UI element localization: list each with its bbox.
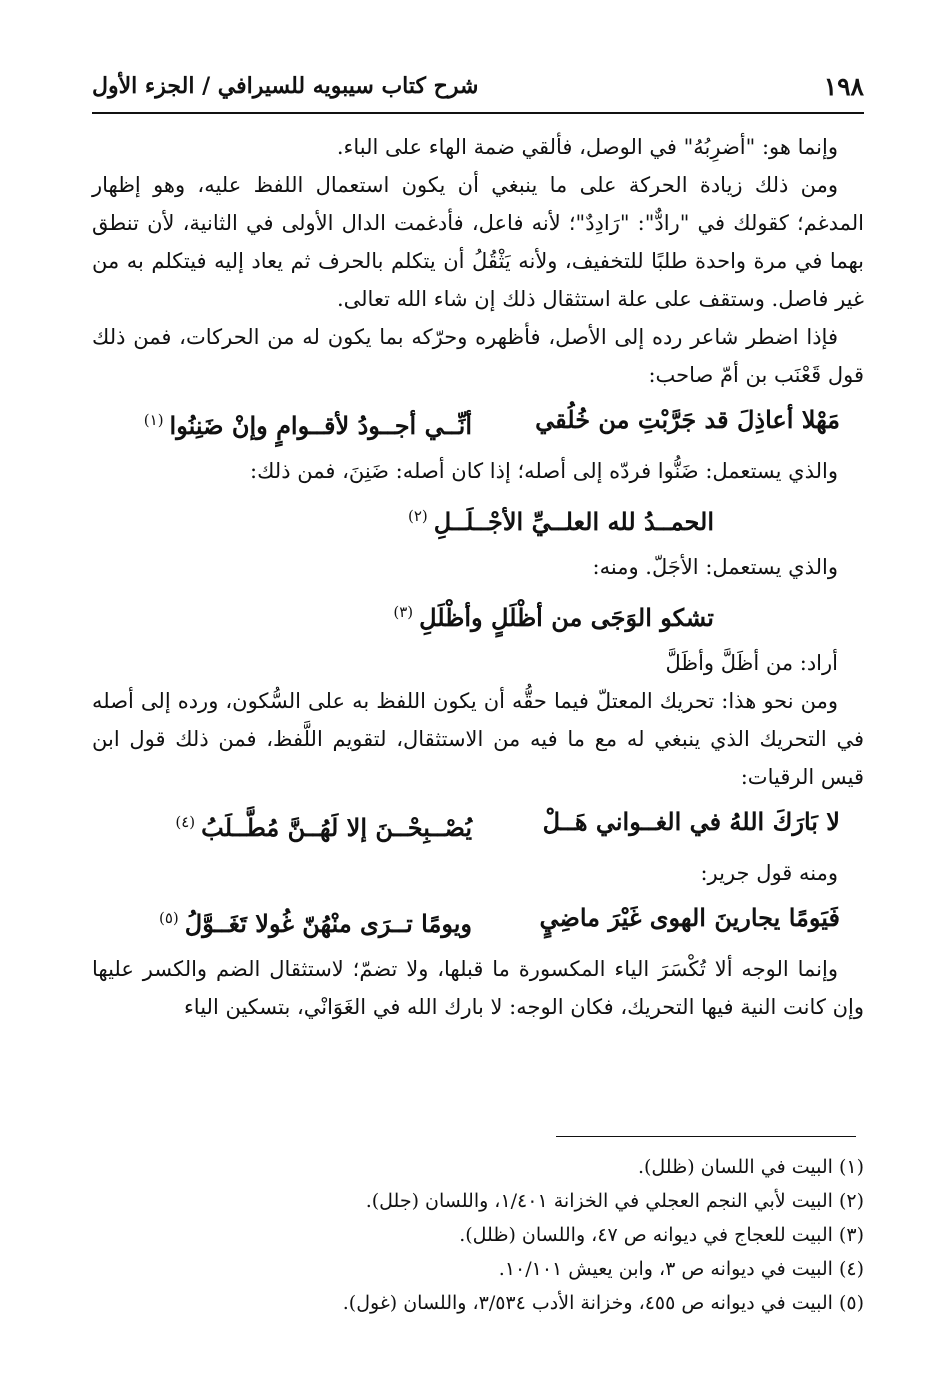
footnote-1: (١) البيت في اللسان (ظلل). [637,1156,864,1178]
paragraph-2: ومن ذلك زيادة الحركة على ما ينبغي أن يكون استعمال اللفظ عليه، وهو إظهار المدغم؛ كقولك في "رادٌّ": "رَادِدٌ"؛ لأنه فاعل، فأدغمت الدال الأولى في الثانية، لأن تنطق بهما في مرة واحدة طلبًا للتخفيف، ولأنه يَثْقُلُ أن يتكلم بالحرف ثم يعاد إليه فيتكلم به من غير فاصل. وستقف على علة استثقال ذلك إن شاء الله تعالى. [92,173,864,311]
footnote-2: (٢) البيت لأبي النجم العجلي في الخزانة ١/٤٠١، واللسان (جلل). [365,1190,864,1212]
verse-4 [92,796,864,854]
paragraph-8: ومنه قول جرير: [700,861,838,885]
footnote-ref-5: (٥) [158,909,179,927]
paragraph-9: وإنما الوجه ألا تُكْسَرَ الياء المكسورة ما قبلها، ولا تضمّ؛ لاستثقال الضم والكسر عليها وإن كانت النية فيها التحريك، فكان الوجه: لا بارك الله في الغَوَانْي، بتسكين الياء [92,957,864,1019]
header-rule [92,112,864,114]
footnote-rule [556,1136,856,1137]
paragraph-3: فإذا اضطر شاعر رده إلى الأصل، فأظهره وحرّكه بما يكون له من الحركات، فمن ذلك قول قَعْنَب بن أمّ صاحب: [92,325,864,387]
running-header [92,66,864,106]
verse-4-second-hemistich: يُصْــبِحْــنَ إلا لَهُــنَّ مُطَّــلَبُ$^{(٤)}$ [175,813,472,842]
verse-4-first-hemistich: لا بَارَكَ اللهُ في الغــواني هَــلْ [542,807,840,836]
main-text [92,128,864,1026]
footnote-4: (٤) البيت في ديوانه ص ٣، وابن يعيش ١٠/١٠١. [498,1258,864,1280]
paragraph-1: وإنما هو: "أضرِبُهُ" في الوصل، فألقي ضمة الهاء على الباء. [336,135,838,159]
verse-1-second-hemistich: أنِّــي أجــودُ لأقــوامٍ وإنْ ضَنِنُوا$^{(١)}$ [143,411,472,440]
page-number: ١٩٨ [823,71,864,101]
paragraph-5: والذي يستعمل: الأجَلّ. ومنه: [592,555,838,579]
verse-5 [92,892,864,950]
verse-5-first-hemistich: فَيَومًا يجارينَ الهوى غَيْرَ ماضِيٍ [539,903,840,932]
paragraph-6: أراد: من أظَلَّ وأظَلَّ [665,651,838,675]
footnote-ref-4: (٤) [175,813,196,831]
paragraph-7: ومن نحو هذا: تحريك المعتلّ فيما حقُّه أن يكون اللفظ به على السُّكون، ورده إلى أصله في التحريك الذي ينبغي له مع ما فيه من الاستثقال، لتقويم اللَّفظ، فمن ذلك قول ابن قيس الرقيات: [92,689,864,789]
footnote-ref-2: (٢) [408,507,428,525]
verse-3: تشكو الوَجَى من أظْلَلٍ وأظْلَلِ$^{(٣)}$ [393,603,714,632]
verse-2: الحمــدُ لله العلــيِّ الأجْــلَــلِ$^{(٢)}$ [408,507,714,536]
footnote-5: (٥) البيت في ديوانه ص ٤٥٥، وخزانة الأدب ٣/٥٣٤، واللسان (غول). [342,1292,864,1314]
verse-1-first-hemistich: مَهْلا أعاذِلَ قد جَرَّبْتِ من خُلُقي [535,405,840,434]
footnotes [92,1150,864,1320]
paragraph-4: والذي يستعمل: ضَنُّوا فردّه إلى أصله؛ إذا كان أصله: ضَنِنَ، فمن ذلك: [250,459,838,483]
running-title: شرح كتاب سيبويه للسيرافي / الجزء الأول [92,73,479,99]
verse-5-second-hemistich: ويومًا تــرَى منْهُنّ غُولا تَغَــوَّلُ$^{(٥)}$ [158,909,472,938]
footnote-3: (٣) البيت للعجاج في ديوانه ص ٤٧، واللسان (ظلل). [459,1224,864,1246]
verse-1 [92,394,864,452]
footnote-ref-1: (١) [143,411,164,429]
footnote-ref-3: (٣) [393,603,414,621]
